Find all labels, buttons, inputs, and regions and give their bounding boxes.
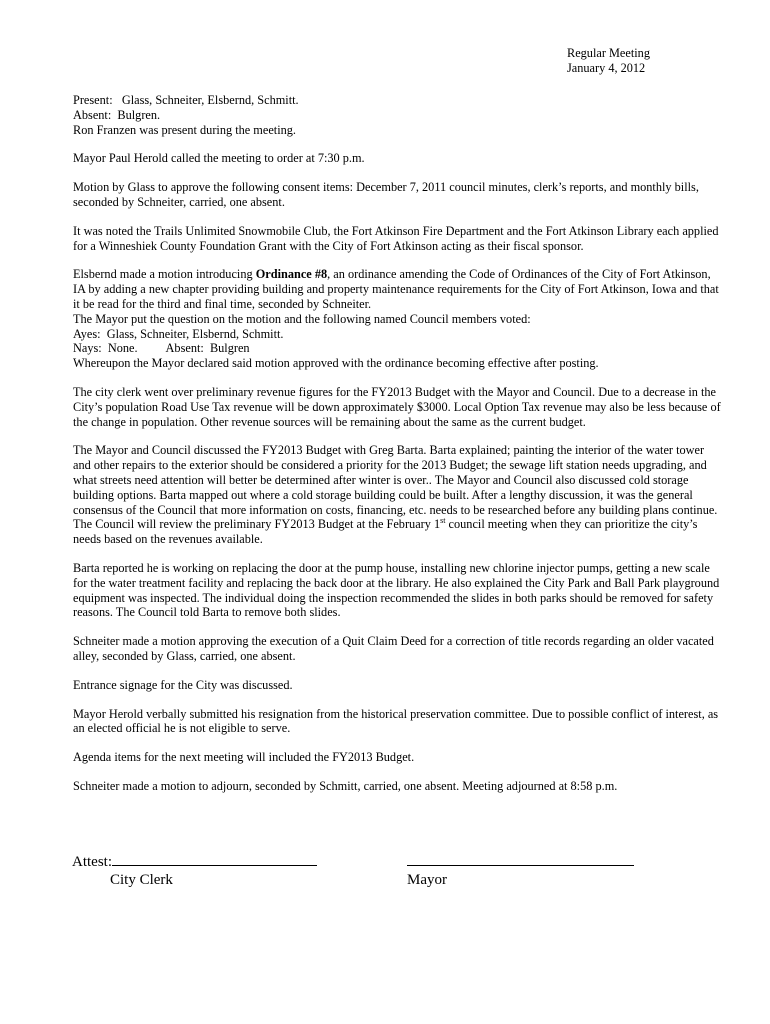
adjourn-motion xyxy=(73,779,723,794)
revenue-report-text: The city clerk went over preliminary revenue figures for the FY2013 Budget with the Mayor and Council. Due to a decrease in the City’s population Road Use Tax revenue will be down approximately $3000. Local Option Tax revenue may also be less because of the change in population. Other revenue sources will be remaining about the same as the current budget. xyxy=(73,384,721,429)
ordinance-nays: Nays: None. xyxy=(73,341,138,356)
ordinance-text-post: , an ordinance amending the Code of Ordinances of the City of Fort Atkinson, IA by adding a new chapter providing building and property maintenance requirements for the City of Fort Atkinson, Iowa and that it be read for the third and final time, seconded by Schneiter. xyxy=(73,267,719,311)
mayor-signature-block xyxy=(407,852,634,889)
guest-line: Ron Franzen was present during the meeting. xyxy=(73,122,296,137)
resignation-text: Mayor Herold verbally submitted his resignation from the historical preservation committee. Due to possible conflict of interest, as an elected official he is not eligible to serve. xyxy=(73,706,719,736)
absent-line: Absent: Bulgren. xyxy=(73,107,161,122)
barta-report-text: Barta reported he is working on replacing the door at the pump house, installing new chlorine injector pumps, getting a new scale for the water treatment facility and replacing the back door at the library. He also explained the City Park and Ball Park playground equipment was inspected. The individual doing the inspection recommended the slides in both parks should be removed for safety reasons. The Council told Barta to remove both slides. xyxy=(73,560,720,620)
agenda-text: Agenda items for the next meeting will included the FY2013 Budget. xyxy=(73,750,415,765)
meeting-date: January 4, 2012 xyxy=(567,60,646,75)
attest-label: Attest: xyxy=(72,854,112,870)
ordinance-number: Ordinance #8 xyxy=(255,267,328,282)
grant-note-text: It was noted the Trails Unlimited Snowmobile Club, the Fort Atkinson Fire Department and the Fort Atkinson Library each applied for a Winneshiek County Foundation Grant with the City of Fort Atkinson acting as their fiscal sponsor. xyxy=(73,223,719,253)
clerk-signature-line xyxy=(112,852,317,866)
ordinance-text-pre: Elsbernd made a motion introducing xyxy=(73,267,256,282)
grant-note xyxy=(73,224,723,254)
clerk-caption: City Clerk xyxy=(110,872,173,888)
budget-discussion xyxy=(73,443,723,547)
present-line: Present: Glass, Schneiter, Elsbernd, Schmitt. xyxy=(73,93,299,107)
meeting-type: Regular Meeting xyxy=(567,46,650,60)
ordinance-ayes: Ayes: Glass, Schneiter, Elsbernd, Schmitt. xyxy=(73,326,284,341)
budget-text-pre: The Mayor and Council discussed the FY2013 Budget with Greg Barta. Barta explained; painting the interior of the water tower and other repairs to the exterior should be considered a priority for the 2013 Budget; the sewage lift station needs upgrading, and what streets need attention will better be determined after winter is over.. The Mayor and Council also discussed cold storage building options. Barta mapped out where a cold storage building could be built. After a lengthy discussion, it was the general consensus of the Council that more information on costs, financing, etc. needs to be researched before any building plans continue. The Council will review the preliminary FY2013 Budget at the February 1 xyxy=(73,443,718,532)
quit-claim-text: Schneiter made a motion approving the execution of a Quit Claim Deed for a correction of title records regarding an older vacated alley, seconded by Glass, carried, one absent. xyxy=(73,634,714,663)
ordinance-nays-line xyxy=(73,341,723,356)
adjourn-text: Schneiter made a motion to adjourn, seconded by Schmitt, carried, one absent. Meeting adjourned at 8:58 p.m. xyxy=(73,778,618,793)
call-to-order xyxy=(73,151,723,166)
ordinal-suffix: st xyxy=(440,516,446,526)
budget-text-post: council meeting when they can prioritize the city’s needs based on the revenues available. xyxy=(73,517,698,547)
ordinance-motion xyxy=(73,267,723,371)
minutes-body xyxy=(73,93,723,808)
meeting-header xyxy=(567,46,747,76)
ordinance-result: Whereupon the Mayor declared said motion approved with the ordinance becoming effective after posting. xyxy=(73,356,599,371)
barta-report xyxy=(73,561,723,620)
ordinance-question: The Mayor put the question on the motion and the following named Council members voted: xyxy=(73,311,531,326)
ordinance-text xyxy=(73,267,723,311)
mayor-caption: Mayor xyxy=(407,872,447,888)
budget-discussion-text xyxy=(73,443,723,547)
clerk-signature-block xyxy=(72,852,317,889)
consent-motion-text: Motion by Glass to approve the following consent items: December 7, 2011 council minutes, clerk’s reports, and monthly bills, seconded by Schneiter, carried, one absent. xyxy=(73,180,699,209)
signage-text: Entrance signage for the City was discussed. xyxy=(73,677,293,692)
ordinance-absent: Absent: Bulgren xyxy=(165,341,250,356)
call-to-order-text: Mayor Paul Herold called the meeting to order at 7:30 p.m. xyxy=(73,151,365,166)
signage-note xyxy=(73,678,723,693)
quit-claim-motion xyxy=(73,634,723,664)
revenue-report xyxy=(73,385,723,429)
agenda-note xyxy=(73,750,723,765)
mayor-signature-line xyxy=(407,852,634,866)
attendance-block xyxy=(73,93,723,137)
consent-motion xyxy=(73,180,723,210)
resignation-note xyxy=(73,707,723,737)
